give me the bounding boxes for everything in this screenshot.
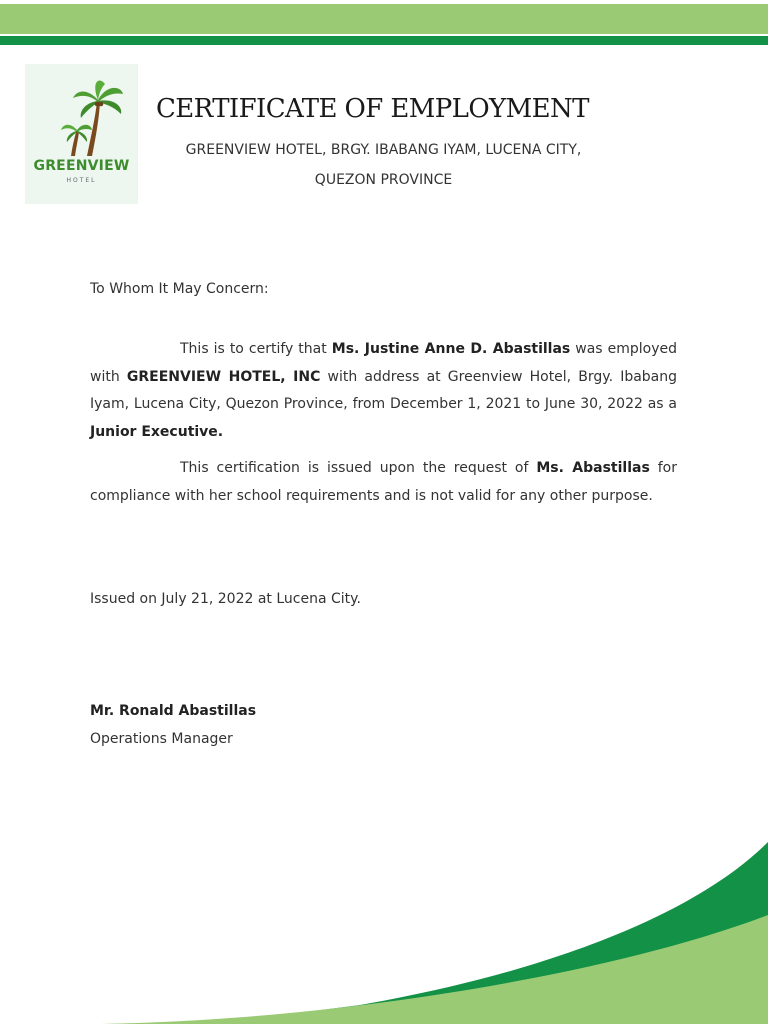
job-title: Junior Executive. xyxy=(90,423,224,440)
purpose-paragraph: This certification is issued upon the request of Ms. Abastillas for compliance with her school requirements and is not valid for any other purpose. xyxy=(90,460,677,504)
salutation: To Whom It May Concern: xyxy=(90,281,269,297)
document-title: CERTIFICATE OF EMPLOYMENT xyxy=(156,94,589,124)
hotel-logo xyxy=(25,64,138,204)
address-line-2: QUEZON PROVINCE xyxy=(314,172,453,188)
certification-paragraph: This is to certify that Ms. Justine Anne D. Abastillas was employed with GREENVIEW HOTEL, INC with address at Greenview Hotel, Brgy. Ibabang Iyam, Lucena City, Quezon Province, from December 1, 2021 to June 30, 2022 as a Junior Executive. xyxy=(90,341,678,440)
top-green-band xyxy=(0,0,768,46)
bottom-green-wave xyxy=(0,820,768,1024)
address-line-1: GREENVIEW HOTEL, BRGY. IBABANG IYAM, LUCENA CITY, xyxy=(185,142,582,158)
logo-subtitle: HOTEL xyxy=(66,177,97,184)
signatory-position: Operations Manager xyxy=(90,731,233,747)
issue-date-line: Issued on July 21, 2022 at Lucena City. xyxy=(90,591,361,607)
company-name: GREENVIEW HOTEL, INC xyxy=(126,368,321,385)
logo-wordmark: GREENVIEW xyxy=(33,158,130,174)
signatory-name: Mr. Ronald Abastillas xyxy=(90,703,257,719)
requester-name: Ms. Abastillas xyxy=(536,460,650,476)
employee-name: Ms. Justine Anne D. Abastillas xyxy=(331,341,571,357)
